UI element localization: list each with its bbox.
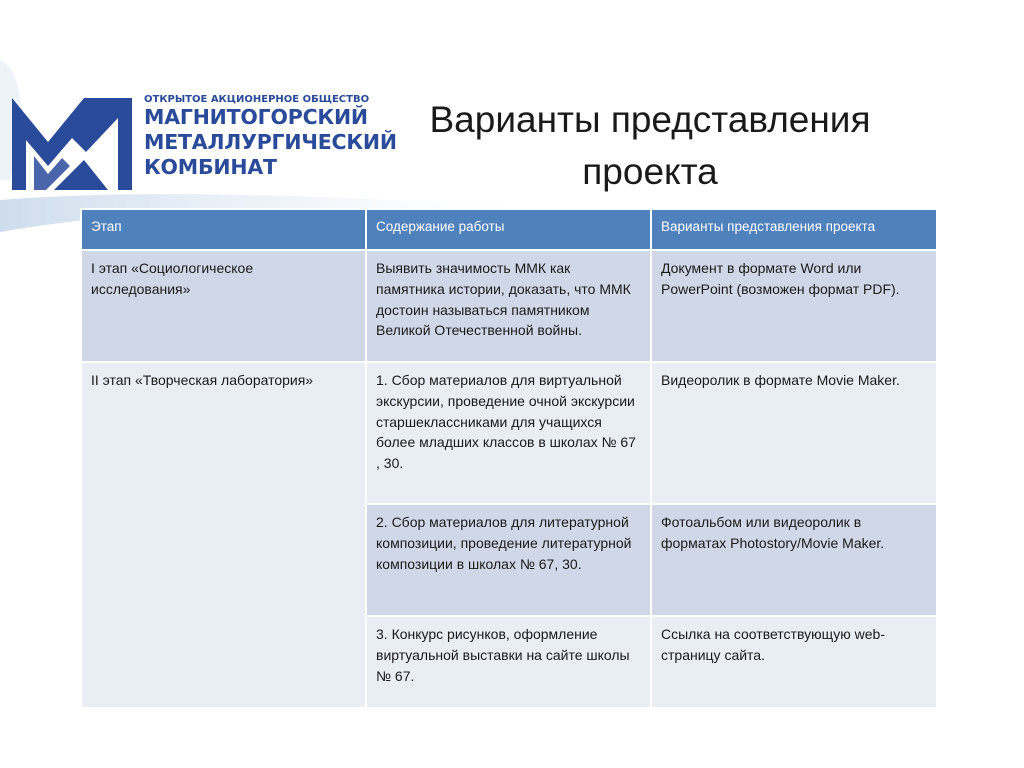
table-row [81, 250, 937, 362]
cell-stage: II этап «Творческая лаборатория» [81, 362, 366, 708]
slide-title-line-1: Варианты представления [429, 99, 871, 140]
cell-format: Ссылка на соответствующую web-страницу сайта. [651, 616, 937, 708]
cell-content: 3. Конкурс рисунков, оформление виртуальной выставки на сайте школы № 67. [366, 616, 651, 708]
logo-line-3: КОМБИНАТ [144, 155, 277, 179]
slide-title [380, 94, 920, 198]
logo-line-1: МАГНИТОГОРСКИЙ [144, 105, 368, 129]
cell-format: Фотоальбом или видеоролик в форматах Photostory/Movie Maker. [651, 504, 937, 616]
table-header-row [81, 209, 937, 250]
logo-line-company-type: ОТКРЫТОЕ АКЦИОНЕРНОЕ ОБЩЕСТВО [144, 94, 370, 105]
cell-content: 2. Сбор материалов для литературной композиции, проведение литературной композиции в школах № 67, 30. [366, 504, 651, 616]
slide-title-line-2: проекта [582, 151, 718, 192]
cell-format: Документ в формате Word или PowerPoint (возможен формат PDF). [651, 250, 937, 362]
mmk-logo [8, 90, 397, 200]
cell-content: Выявить значимость ММК как памятника истории, доказать, что ММК достоин называться памятником Великой Отечественной войны. [366, 250, 651, 362]
cell-stage: I этап «Социологическое исследования» [81, 250, 366, 362]
mmk-logo-icon [8, 90, 136, 192]
project-stages-table [80, 208, 938, 709]
table-row [81, 362, 937, 504]
header-content: Содержание работы [366, 209, 651, 250]
logo-line-2: МЕТАЛЛУРГИЧЕСКИЙ [144, 130, 397, 154]
header-stage: Этап [81, 209, 366, 250]
header-format: Варианты представления проекта [651, 209, 937, 250]
cell-format: Видеоролик в формате Movie Maker. [651, 362, 937, 504]
cell-content: 1. Сбор материалов для виртуальной экскурсии, проведение очной экскурсии старшеклассниками для учащихся более младших классов в школах № 67 , 30. [366, 362, 651, 504]
